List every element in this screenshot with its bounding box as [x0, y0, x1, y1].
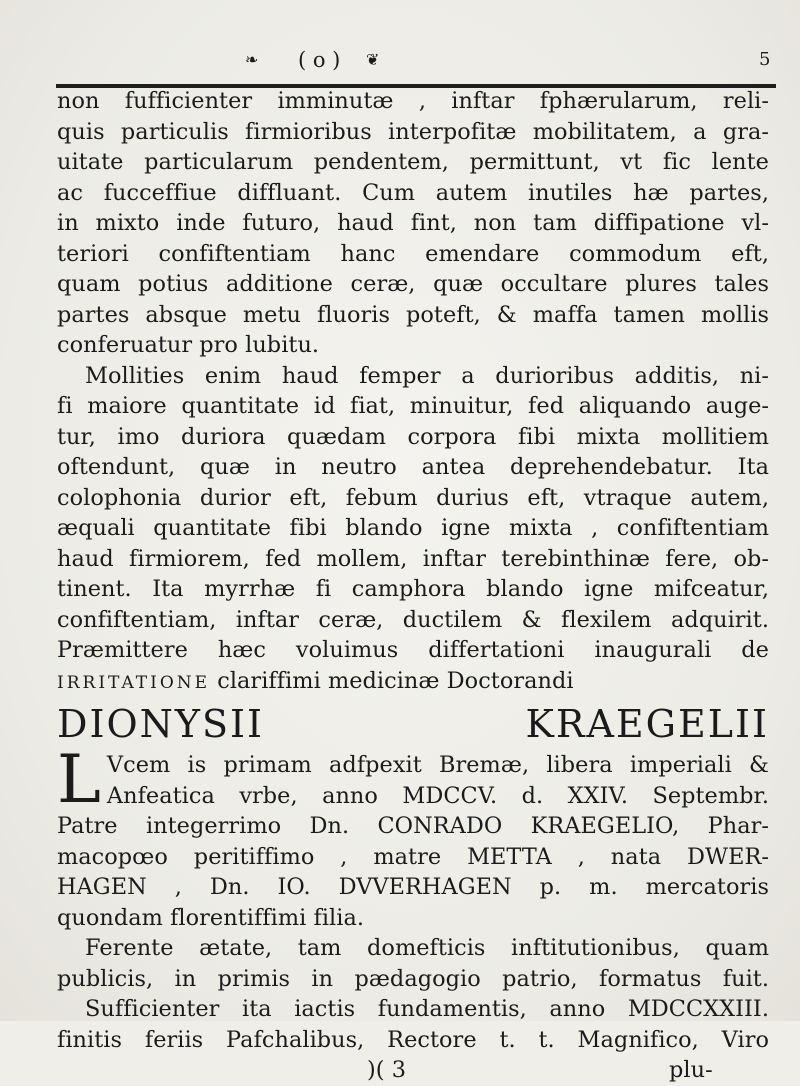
catchword: plu- [669, 1057, 713, 1083]
catchline [57, 1055, 769, 1085]
text-line: haud firmiorem, fed mollem, inftar terebinthinæ fere, ob- [57, 545, 769, 572]
text-line: fi maiore quantitate id fiat, minuitur, fed aliquando auge- [57, 393, 769, 419]
text-line: colophonia durior eft, febum durius eft, vtraque autem, [57, 484, 769, 511]
section-heading: DIONYSII KRAEGELII [57, 702, 769, 746]
text-line: conferuatur pro lubitu. [57, 332, 320, 358]
text-line: æquali quantitate fibi blando igne mixta , confiftentiam [57, 515, 769, 541]
text-line: uitate particularum pendentem, permittunt, vt fic lente [57, 149, 769, 175]
text-line: quis particulis firmioribus interpofitæ mobilitatem, a gra- [57, 118, 769, 145]
paragraph-2 [57, 361, 769, 636]
text-line-with-smallcaps [57, 666, 769, 699]
signature-mark: 5 [759, 49, 771, 70]
text-line: quondam florentiffimi filia. [57, 904, 365, 931]
biography-paragraph [57, 741, 769, 933]
text-line: Anfeatica vrbe, anno MDCCV. d. XXIV. Septembr. [106, 782, 769, 809]
signature-symbol: )( 3 [367, 1057, 407, 1083]
left-ornament-icon: ❧ [245, 50, 259, 69]
text-line: teriori confiftentiam hanc emendare commodum eft, [57, 240, 769, 267]
text-line: publicis, in primis in pædagogio patrio, formatus fuit. [57, 965, 769, 992]
text-line: Sufficienter ita iactis fundamentis, anno MDCCXXIII. [85, 996, 769, 1022]
text-line: HAGEN , Dn. IO. DVVERHAGEN p. m. mercatoris [57, 874, 769, 900]
text-line: finitis feriis Pafchalibus, Rectore t. t. Magnifico, Viro [57, 1026, 769, 1053]
text-line: in mixto inde futuro, haud fint, non tam diffipatione vl- [57, 210, 769, 236]
text-line: tinent. Ita myrrhæ fi camphora blando igne mifceatur, [57, 576, 769, 602]
body-text [57, 86, 769, 1085]
drop-cap: L [57, 741, 101, 818]
paragraph-final [57, 933, 769, 1055]
text-line: quam potius additione ceræ, quæ occultare plures tales [57, 271, 769, 297]
text-line: non fufficienter imminutæ , inftar fphærularum, reli- [57, 88, 769, 114]
running-header [0, 40, 800, 80]
text-line: partes absque metu fluoris poteft, & maffa tamen mollis [57, 301, 769, 328]
text-line: macopœo peritiffimo , matre METTA , nata DWER- [57, 843, 769, 870]
smallcaps-word: IRRITATIONE [57, 672, 211, 693]
text-line: Patre integerrimo Dn. CONRADO KRAEGELIO, Phar- [57, 813, 769, 839]
text-span: clariffimi medicinæ Doctorandi [217, 667, 574, 694]
right-ornament-icon: ❦ [366, 50, 380, 69]
text-line: Præmittere hæc voluimus differtationi inaugurali de [57, 637, 769, 663]
paragraph-3 [57, 635, 769, 698]
page-number: ( o ) [298, 48, 341, 72]
text-line: tur, imo duriora quædam corpora fibi mixta mollitiem [57, 423, 769, 450]
text-line: Ferente ætate, tam domefticis inftitutionibus, quam [85, 935, 769, 961]
paragraph-1 [57, 86, 769, 361]
text-line: confiftentiam, inftar ceræ, ductilem & flexilem adquirit. [57, 606, 769, 633]
text-line: Mollities enim haud femper a durioribus additis, ni- [85, 362, 769, 389]
text-line: ac fucceffiue diffluant. Cum autem inutiles hæ partes, [57, 179, 769, 206]
text-line: Vcem is primam adfpexit Bremæ, libera imperiali & [106, 752, 769, 778]
text-line: oftendunt, quæ in neutro antea deprehendebatur. Ita [57, 454, 769, 480]
